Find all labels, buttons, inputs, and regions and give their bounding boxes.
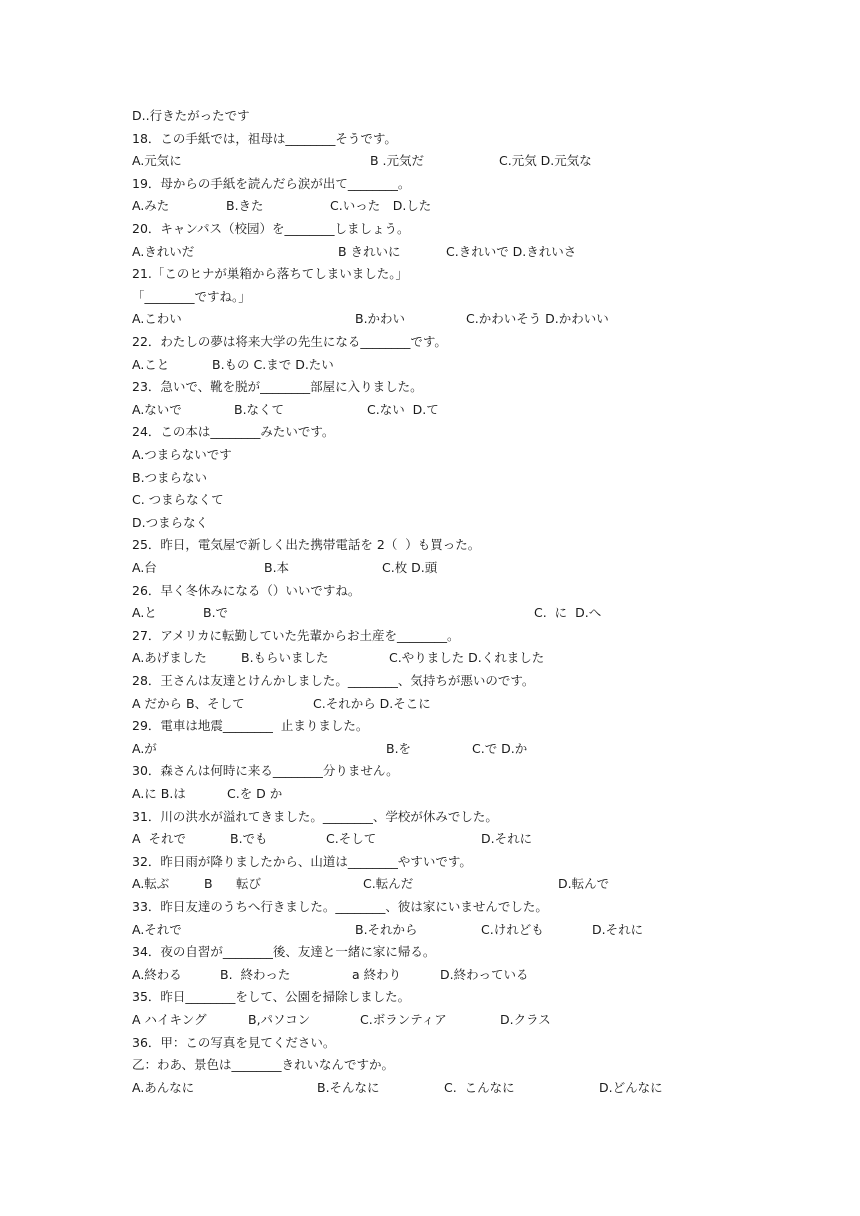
- text-line-23: 27．アメリカに転勤していた先輩からお土産を________。: [132, 628, 460, 643]
- text-line-36-segment-1: B.それから: [355, 922, 418, 937]
- text-line-43: A.あんなに: [132, 1080, 195, 1095]
- text-line-15: A.つまらないです: [132, 447, 232, 462]
- text-line-22-segment-1: B.で: [203, 605, 229, 620]
- text-line-34-segment-4: D.転んで: [558, 876, 610, 891]
- text-line-32-segment-2: C.そして: [326, 831, 377, 846]
- text-line-43-segment-1: B.そんなに: [317, 1080, 380, 1095]
- text-line-43-segment-3: D.どんなに: [599, 1080, 663, 1095]
- text-line-0: D..行きたがったです: [132, 108, 250, 123]
- text-line-36: A.それで: [132, 922, 182, 937]
- text-line-38: A.終わる: [132, 967, 182, 982]
- text-line-42: 乙：わあ、景色は________きれいなんですか。: [132, 1057, 395, 1072]
- text-line-40: A ハイキング: [132, 1012, 207, 1027]
- text-line-6: A.きれいだ: [132, 244, 195, 259]
- text-line-38-segment-3: D.終わっている: [440, 967, 529, 982]
- text-line-9: A.こわい: [132, 311, 182, 326]
- text-line-34: A.転ぶ: [132, 876, 170, 891]
- text-line-36-segment-3: D.それに: [592, 922, 644, 937]
- text-line-30: A.に B.は: [132, 786, 186, 801]
- text-line-19: 25．昨日，電気屋で新しく出た携帯電話を 2（ ）も買った。: [132, 537, 481, 552]
- text-line-20-segment-1: B.本: [264, 560, 290, 575]
- text-line-28-segment-2: C.で D.か: [472, 741, 528, 756]
- text-line-41: 36．甲：この写真を見てください。: [132, 1035, 336, 1050]
- text-line-11-segment-1: B.もの C.まで D.たい: [212, 357, 334, 372]
- text-line-11: A.こと: [132, 357, 170, 372]
- text-line-18: D.つまらなく: [132, 515, 209, 530]
- text-line-13: A.ないで: [132, 402, 182, 417]
- text-line-10: 22．わたしの夢は将来大学の先生になる________です。: [132, 334, 447, 349]
- text-line-27: 29．電車は地震________ 止まりました。: [132, 718, 369, 733]
- text-line-32-segment-1: B.でも: [230, 831, 268, 846]
- text-line-39: 35．昨日________をして、公園を掃除しました。: [132, 989, 411, 1004]
- text-line-38-segment-1: B. 終わった: [220, 967, 291, 982]
- text-line-16: B.つまらない: [132, 470, 208, 485]
- text-line-40-segment-3: D.クラス: [500, 1012, 551, 1027]
- text-line-9-segment-2: C.かわいそう D.かわいい: [466, 311, 609, 326]
- text-line-6-segment-2: C.きれいで D.きれいさ: [446, 244, 577, 259]
- text-line-3: 19．母からの手紙を読んだら涙が出て________。: [132, 176, 411, 191]
- text-line-36-segment-2: C.けれども: [481, 922, 544, 937]
- text-line-40-segment-2: C.ボランティア: [360, 1012, 447, 1027]
- text-line-13-segment-2: C.ない D.て: [367, 402, 439, 417]
- text-line-29: 30．森さんは何時に来る________分りません。: [132, 763, 399, 778]
- text-line-24-segment-1: B.もらいました: [241, 650, 329, 665]
- text-line-26-segment-1: C.それから D.そこに: [313, 696, 431, 711]
- text-line-7: 21.「このヒナが巣箱から落ちてしまいました。」: [132, 266, 409, 281]
- text-line-8: 「________ですね。」: [132, 289, 251, 304]
- text-line-2: A.元気に: [132, 153, 182, 168]
- text-line-32-segment-3: D.それに: [481, 831, 533, 846]
- text-line-22-segment-2: C. に D.へ: [534, 605, 602, 620]
- text-line-34-segment-3: C.転んだ: [363, 876, 414, 891]
- text-line-33: 32．昨日雨が降りましたから、山道は________やすいです。: [132, 854, 472, 869]
- text-line-13-segment-1: B.なくて: [234, 402, 285, 417]
- text-line-25: 28．王さんは友達とけんかしました。________、気持ちが悪いのです。: [132, 673, 535, 688]
- text-line-34-segment-1: B: [204, 876, 213, 891]
- text-line-17: C. つまらなくて: [132, 492, 224, 507]
- text-line-31: 31．川の洪水が溢れてきました。________、学校が休みでした。: [132, 809, 498, 824]
- text-line-9-segment-1: B.かわい: [355, 311, 406, 326]
- text-line-38-segment-2: a 終わり: [352, 967, 402, 982]
- text-line-32: A それで: [132, 831, 186, 846]
- text-line-22: A.と: [132, 605, 157, 620]
- text-line-4-segment-2: C.いった D.した: [330, 198, 432, 213]
- text-line-28: A.が: [132, 741, 157, 756]
- text-line-14: 24．この本は________みたいです。: [132, 424, 335, 439]
- text-line-24: A.あげました: [132, 650, 207, 665]
- text-line-2-segment-2: C.元気 D.元気な: [499, 153, 592, 168]
- text-line-4: A.みた: [132, 198, 170, 213]
- text-line-37: 34．夜の自習が________後、友達と一緒に家に帰る。: [132, 944, 436, 959]
- text-line-5: 20．キャンパス（校园）を________しましょう。: [132, 221, 410, 236]
- text-line-12: 23．急いで、靴を脱が________部屋に入りました。: [132, 379, 423, 394]
- text-line-40-segment-1: B,パソコン: [248, 1012, 311, 1027]
- text-line-4-segment-1: B.きた: [226, 198, 264, 213]
- text-line-1: 18．この手紙では，祖母は________そうです。: [132, 131, 397, 146]
- text-line-6-segment-1: B きれいに: [338, 244, 401, 259]
- text-line-21: 26．早く冬休みになる（）いいですね。: [132, 583, 361, 598]
- text-line-20: A.台: [132, 560, 157, 575]
- text-line-20-segment-2: C.枚 D.頭: [382, 560, 438, 575]
- text-line-28-segment-1: B.を: [386, 741, 412, 756]
- text-line-34-segment-2: 転び: [236, 876, 262, 891]
- text-line-43-segment-2: C. こんなに: [444, 1080, 515, 1095]
- text-line-26: A だから B、そして: [132, 696, 245, 711]
- text-line-30-segment-1: C.を D か: [227, 786, 283, 801]
- text-line-24-segment-2: C.やりました D.くれました: [389, 650, 545, 665]
- text-line-35: 33．昨日友達のうちへ行きました。________、彼は家にいませんでした。: [132, 899, 548, 914]
- text-line-2-segment-1: B .元気だ: [370, 153, 425, 168]
